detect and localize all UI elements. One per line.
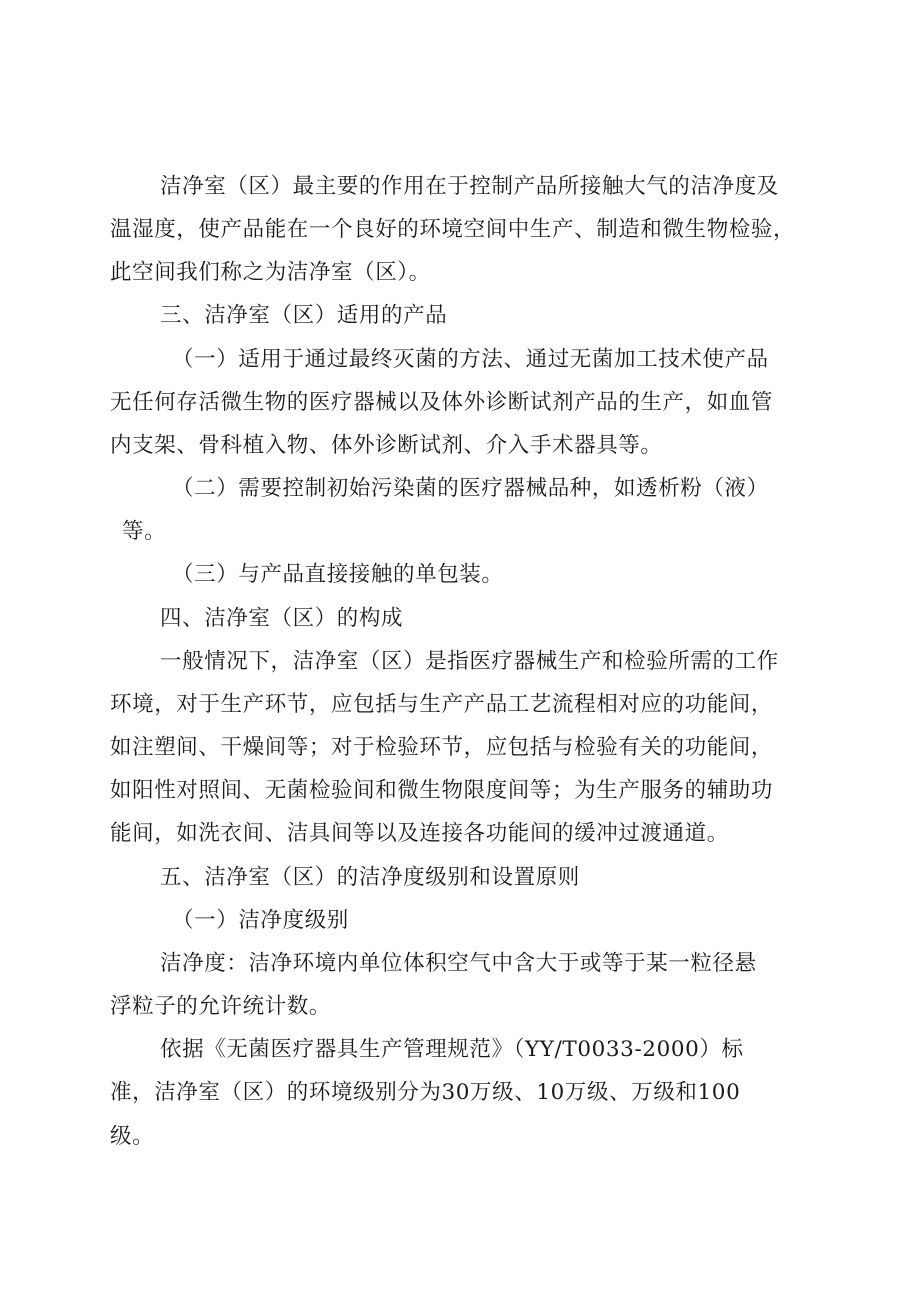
paragraph-line: 无任何存活微生物的医疗器械以及体外诊断试剂产品的生产，如血管: [110, 390, 774, 415]
paragraph-line: 洁净度：洁净环境内单位体积空气中含大于或等于某一粒径悬: [160, 951, 757, 976]
list-item: （二）需要控制初始污染菌的医疗器械品种，如透析粉（液）: [172, 476, 769, 501]
section-heading: 四、洁净室（区）的构成: [160, 606, 404, 631]
paragraph-line: 级。: [110, 1124, 155, 1149]
paragraph-line: 依据《无菌医疗器具生产管理规范》（YY/T0033-2000）标: [160, 1037, 744, 1062]
paragraph-line: 能间，如洗衣间、洁具间等以及连接各功能间的缓冲过渡通道。: [110, 821, 729, 846]
list-item: （一）适用于通过最终灭菌的方法、通过无菌加工技术使产品: [172, 347, 769, 372]
section-heading: 五、洁净室（区）的洁净度级别和设置原则: [160, 865, 580, 890]
subsection-heading: （一）洁净度级别: [172, 908, 349, 933]
paragraph-line: 洁净室（区）最主要的作用在于控制产品所接触大气的洁净度及: [160, 174, 779, 199]
paragraph-line: 此空间我们称之为洁净室（区）。: [110, 260, 431, 285]
section-heading: 三、洁净室（区）适用的产品: [160, 303, 448, 328]
paragraph-line: 内支架、骨科植入物、体外诊断试剂、介入手术器具等。: [110, 433, 663, 458]
paragraph-line: 一般情况下，洁净室（区）是指医疗器械生产和检验所需的工作: [160, 649, 779, 674]
paragraph-line: 如注塑间、干燥间等；对于检验环节，应包括与检验有关的功能间，: [110, 735, 774, 760]
paragraph-line: 如阳性对照间、无菌检验间和微生物限度间等；为生产服务的辅助功: [110, 778, 774, 803]
paragraph-line: 浮粒子的允许统计数。: [110, 994, 332, 1019]
paragraph-line: 准，洁净室（区）的环境级别分为30万级、10万级、万级和100: [110, 1080, 741, 1105]
paragraph-line: 温湿度，使产品能在一个良好的环境空间中生产、制造和微生物检验，: [110, 217, 796, 242]
paragraph-line: 环境，对于生产环节，应包括与生产产品工艺流程相对应的功能间，: [110, 692, 774, 717]
list-item: （三）与产品直接接触的单包装。: [172, 562, 504, 587]
paragraph-line: 等。: [122, 519, 167, 544]
